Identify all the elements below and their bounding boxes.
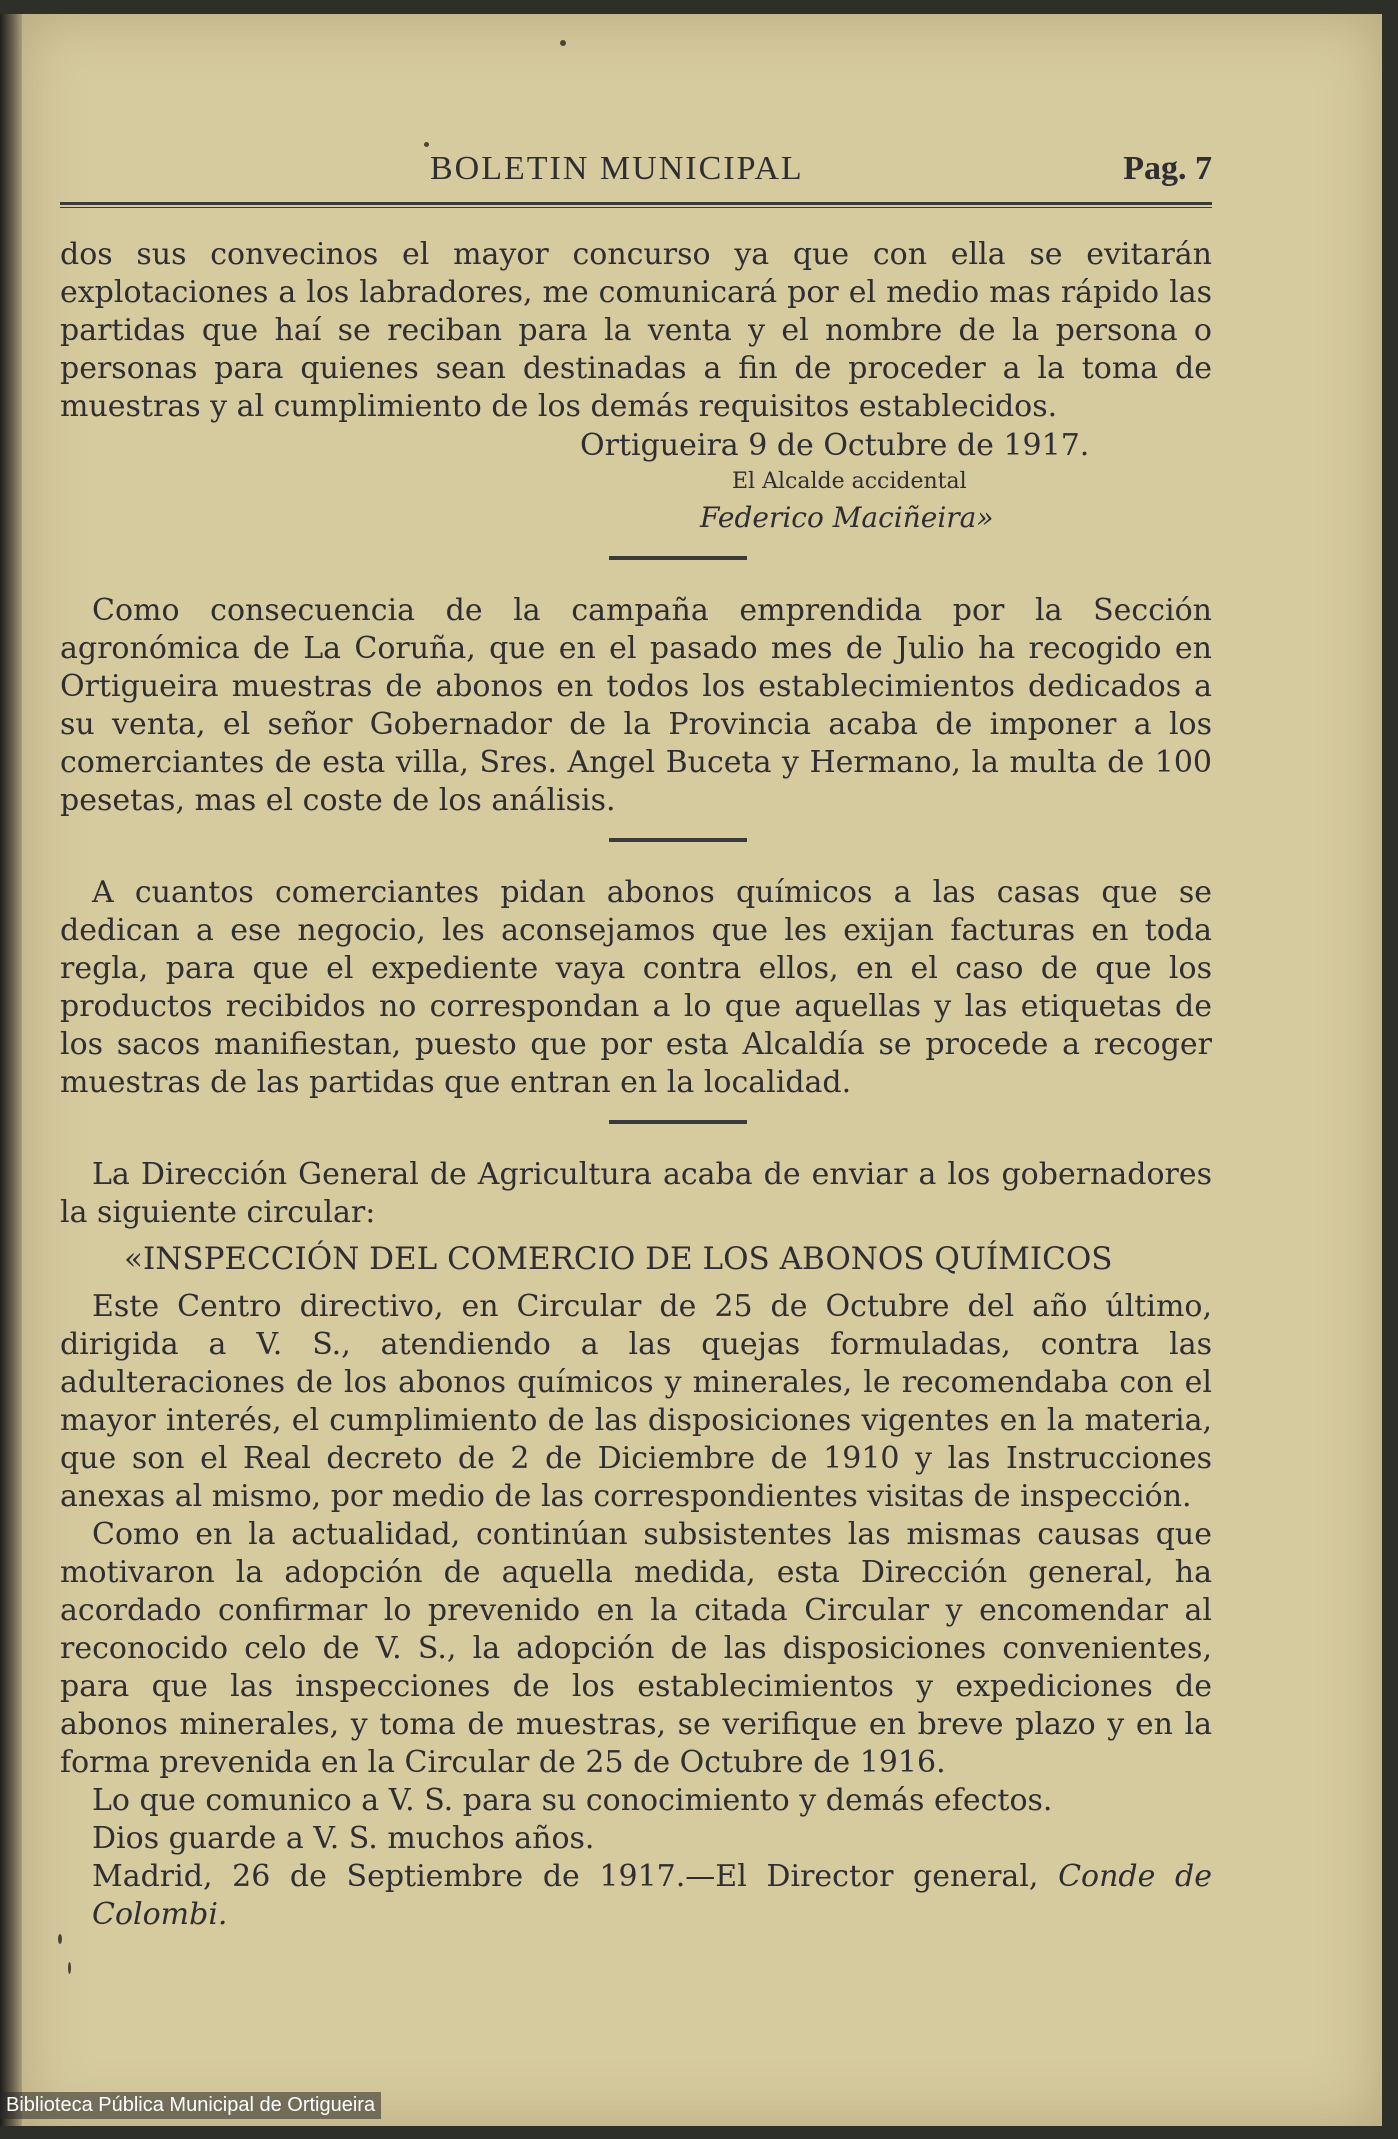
paper-speck bbox=[58, 1934, 62, 1944]
section-separator bbox=[609, 838, 747, 842]
paper-speck bbox=[560, 40, 566, 46]
news-paragraph-fine: Como consecuencia de la campaña emprendida por la Sección agronómica de La Coruña, que en el pasado mes de Julio ha recogido en Ortigueira muestras de abonos en todos los establecimientos dedicados a su venta, el señor Gobernador de la Provincia acaba de imponer a los comerciantes de esta villa, Sres. Angel Buceta y Hermano, la multa de 100 pesetas, mas el coste de los análisis. bbox=[60, 593, 1212, 818]
circular-closing-1: Lo que comunico a V. S. para su conocimiento y demás efectos. bbox=[92, 1783, 1053, 1818]
library-credit: Biblioteca Pública Municipal de Ortigueira bbox=[0, 2092, 381, 2119]
signature-date: Ortigueira 9 de Octubre de 1917. bbox=[580, 428, 1090, 463]
closing-date-text: Madrid, 26 de Septiembre de 1917.—El Director general, bbox=[92, 1859, 1039, 1894]
publication-title: BOLETIN MUNICIPAL bbox=[430, 150, 804, 187]
header-rule bbox=[60, 202, 1212, 208]
paper-speck bbox=[68, 1962, 71, 1974]
signature-role: El Alcalde accidental bbox=[732, 469, 967, 494]
circular-paragraph-1: Este Centro directivo, en Circular de 25 de Octubre del año último, dirigida a V. S., atendiendo a las quejas formuladas, contra las adulteraciones de los abonos químicos y minerales, le recomendaba con el mayor interés, el cumplimiento de las disposiciones vigentes en la materia, que son el Real decreto de 2 de Diciembre de 1910 y las Instrucciones anexas al mismo, por medio de las correspondientes visitas de inspección. bbox=[60, 1289, 1212, 1514]
binding-edge bbox=[0, 14, 22, 2126]
news-paragraph-advice: A cuantos comerciantes pidan abonos químicos a las casas que se dedican a ese negocio, les aconsejamos que les exijan facturas en toda regla, para que el expediente vaya contra ellos, en el caso de que los productos recibidos no correspondan a lo que aquellas y las etiquetas de los sacos manifiestan, puesto que por esta Alcaldía se procede a recoger muestras de las partidas que entran en la localidad. bbox=[60, 875, 1212, 1100]
circular-closing-2: Dios guarde a V. S. muchos años. bbox=[92, 1821, 595, 1856]
circular-paragraph-2: Como en la actualidad, continúan subsistentes las mismas causas que motivaron la adopción de aquella medida, esta Dirección general, ha acordado confirmar lo prevenido en la citada Circular y encomendar al reconocido celo de V. S., la adopción de las disposiciones convenientes, para que las inspecciones de los establecimientos y expediciones de abonos minerales, y toma de muestras, se verifique en breve plazo y en la forma prevenida en la Circular de 25 de Octubre de 1916. bbox=[60, 1517, 1212, 1780]
circular-intro: La Dirección General de Agricultura acaba de enviar a los gobernadores la siguiente circular: bbox=[60, 1157, 1212, 1230]
section-separator bbox=[609, 556, 747, 560]
signature-name: Federico Maciñeira» bbox=[700, 501, 994, 534]
continued-paragraph: dos sus convecinos el mayor concurso ya que con ella se evitarán explotaciones a los labradores, me comunicará por el medio mas rápido las partidas que haí se reciban para la venta y el nombre de la persona o personas para quienes sean destinadas a fin de proceder a la toma de muestras y al cumplimiento de los demás requisitos establecidos. bbox=[60, 237, 1212, 424]
director-signature: Conde de Colombi. bbox=[92, 1859, 1212, 1932]
circular-closing-3 bbox=[60, 1858, 1212, 1934]
document-content bbox=[60, 130, 1212, 1934]
page-number: Pag. 7 bbox=[1123, 150, 1212, 187]
page-header bbox=[60, 130, 1212, 187]
circular-heading: «INSPECCIÓN DEL COMERCIO DE LOS ABONOS QUÍMICOS bbox=[124, 1241, 1113, 1277]
section-separator bbox=[609, 1120, 747, 1124]
